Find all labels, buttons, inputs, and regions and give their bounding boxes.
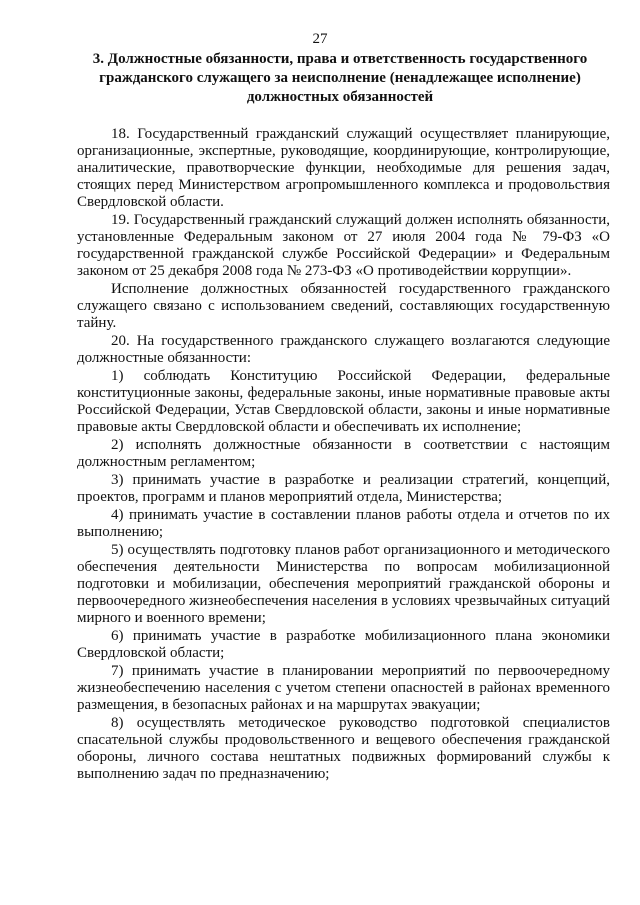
- list-item: 4) принимать участие в составлении планов работы отдела и отчетов по их выполнению;: [77, 507, 610, 540]
- paragraph: 20. На государственного гражданского служащего возлагаются следующие должностные обязанности:: [77, 333, 610, 366]
- list-item: 1) соблюдать Конституцию Российской Федерации, федеральные конституционные законы, федеральные законы, иные нормативные правовые акты Российской Федерации, Устав Свердловской области, законы и иные нормативные правовые акты Свердловской области и обеспечивать их исполнение;: [77, 368, 610, 435]
- list-item: 8) осуществлять методическое руководство подготовкой специалистов спасательной службы продовольственного и вещевого обеспечения гражданской обороны, личного состава нештатных подвижных формирований службы к выполнению задач по предназначению;: [77, 715, 610, 782]
- list-item: 6) принимать участие в разработке мобилизационного плана экономики Свердловской области;: [77, 628, 610, 661]
- paragraph: 18. Государственный гражданский служащий осуществляет планирующие, организационные, экспертные, руководящие, координирующие, контролирующие, аналитические, правотворческие функции, необходимые для решения задач, стоящих перед Министерством агропромышленного комплекса и продовольствия Свердловской области.: [77, 126, 610, 210]
- paragraph: 19. Государственный гражданский служащий должен исполнять обязанности, установленные Федеральным законом от 27 июля 2004 года № 79-ФЗ «О государственной гражданской службе Российской Федерации» и Федеральным законом от 25 декабря 2008 года № 273-ФЗ «О противодействии коррупции».: [77, 212, 610, 279]
- document-body: [77, 126, 610, 784]
- list-item: 3) принимать участие в разработке и реализации стратегий, концепций, проектов, программ и планов мероприятий отдела, Министерства;: [77, 472, 610, 505]
- paragraph: Исполнение должностных обязанностей государственного гражданского служащего связано с использованием сведений, составляющих государственную тайну.: [77, 281, 610, 331]
- list-item: 2) исполнять должностные обязанности в соответствии с настоящим должностным регламентом;: [77, 437, 610, 470]
- list-item: 5) осуществлять подготовку планов работ организационного и методического обеспечения деятельности Министерства по вопросам мобилизационной подготовки и мобилизации, обеспечения мероприятий гражданской обороны и первоочередного жизнеобеспечения населения в условиях чрезвычайных ситуаций мирного и военного времени;: [77, 542, 610, 626]
- section-heading: 3. Должностные обязанности, права и ответственность государственного гражданского служащего за неисполнение (ненадлежащее исполнение) должностных обязанностей: [92, 51, 588, 105]
- page-number: 27: [312, 31, 328, 47]
- list-item: 7) принимать участие в планировании мероприятий по первоочередному жизнеобеспечению населения с учетом степени опасностей в районах временного размещения, в безопасных районах и на маршрутах эвакуации;: [77, 663, 610, 713]
